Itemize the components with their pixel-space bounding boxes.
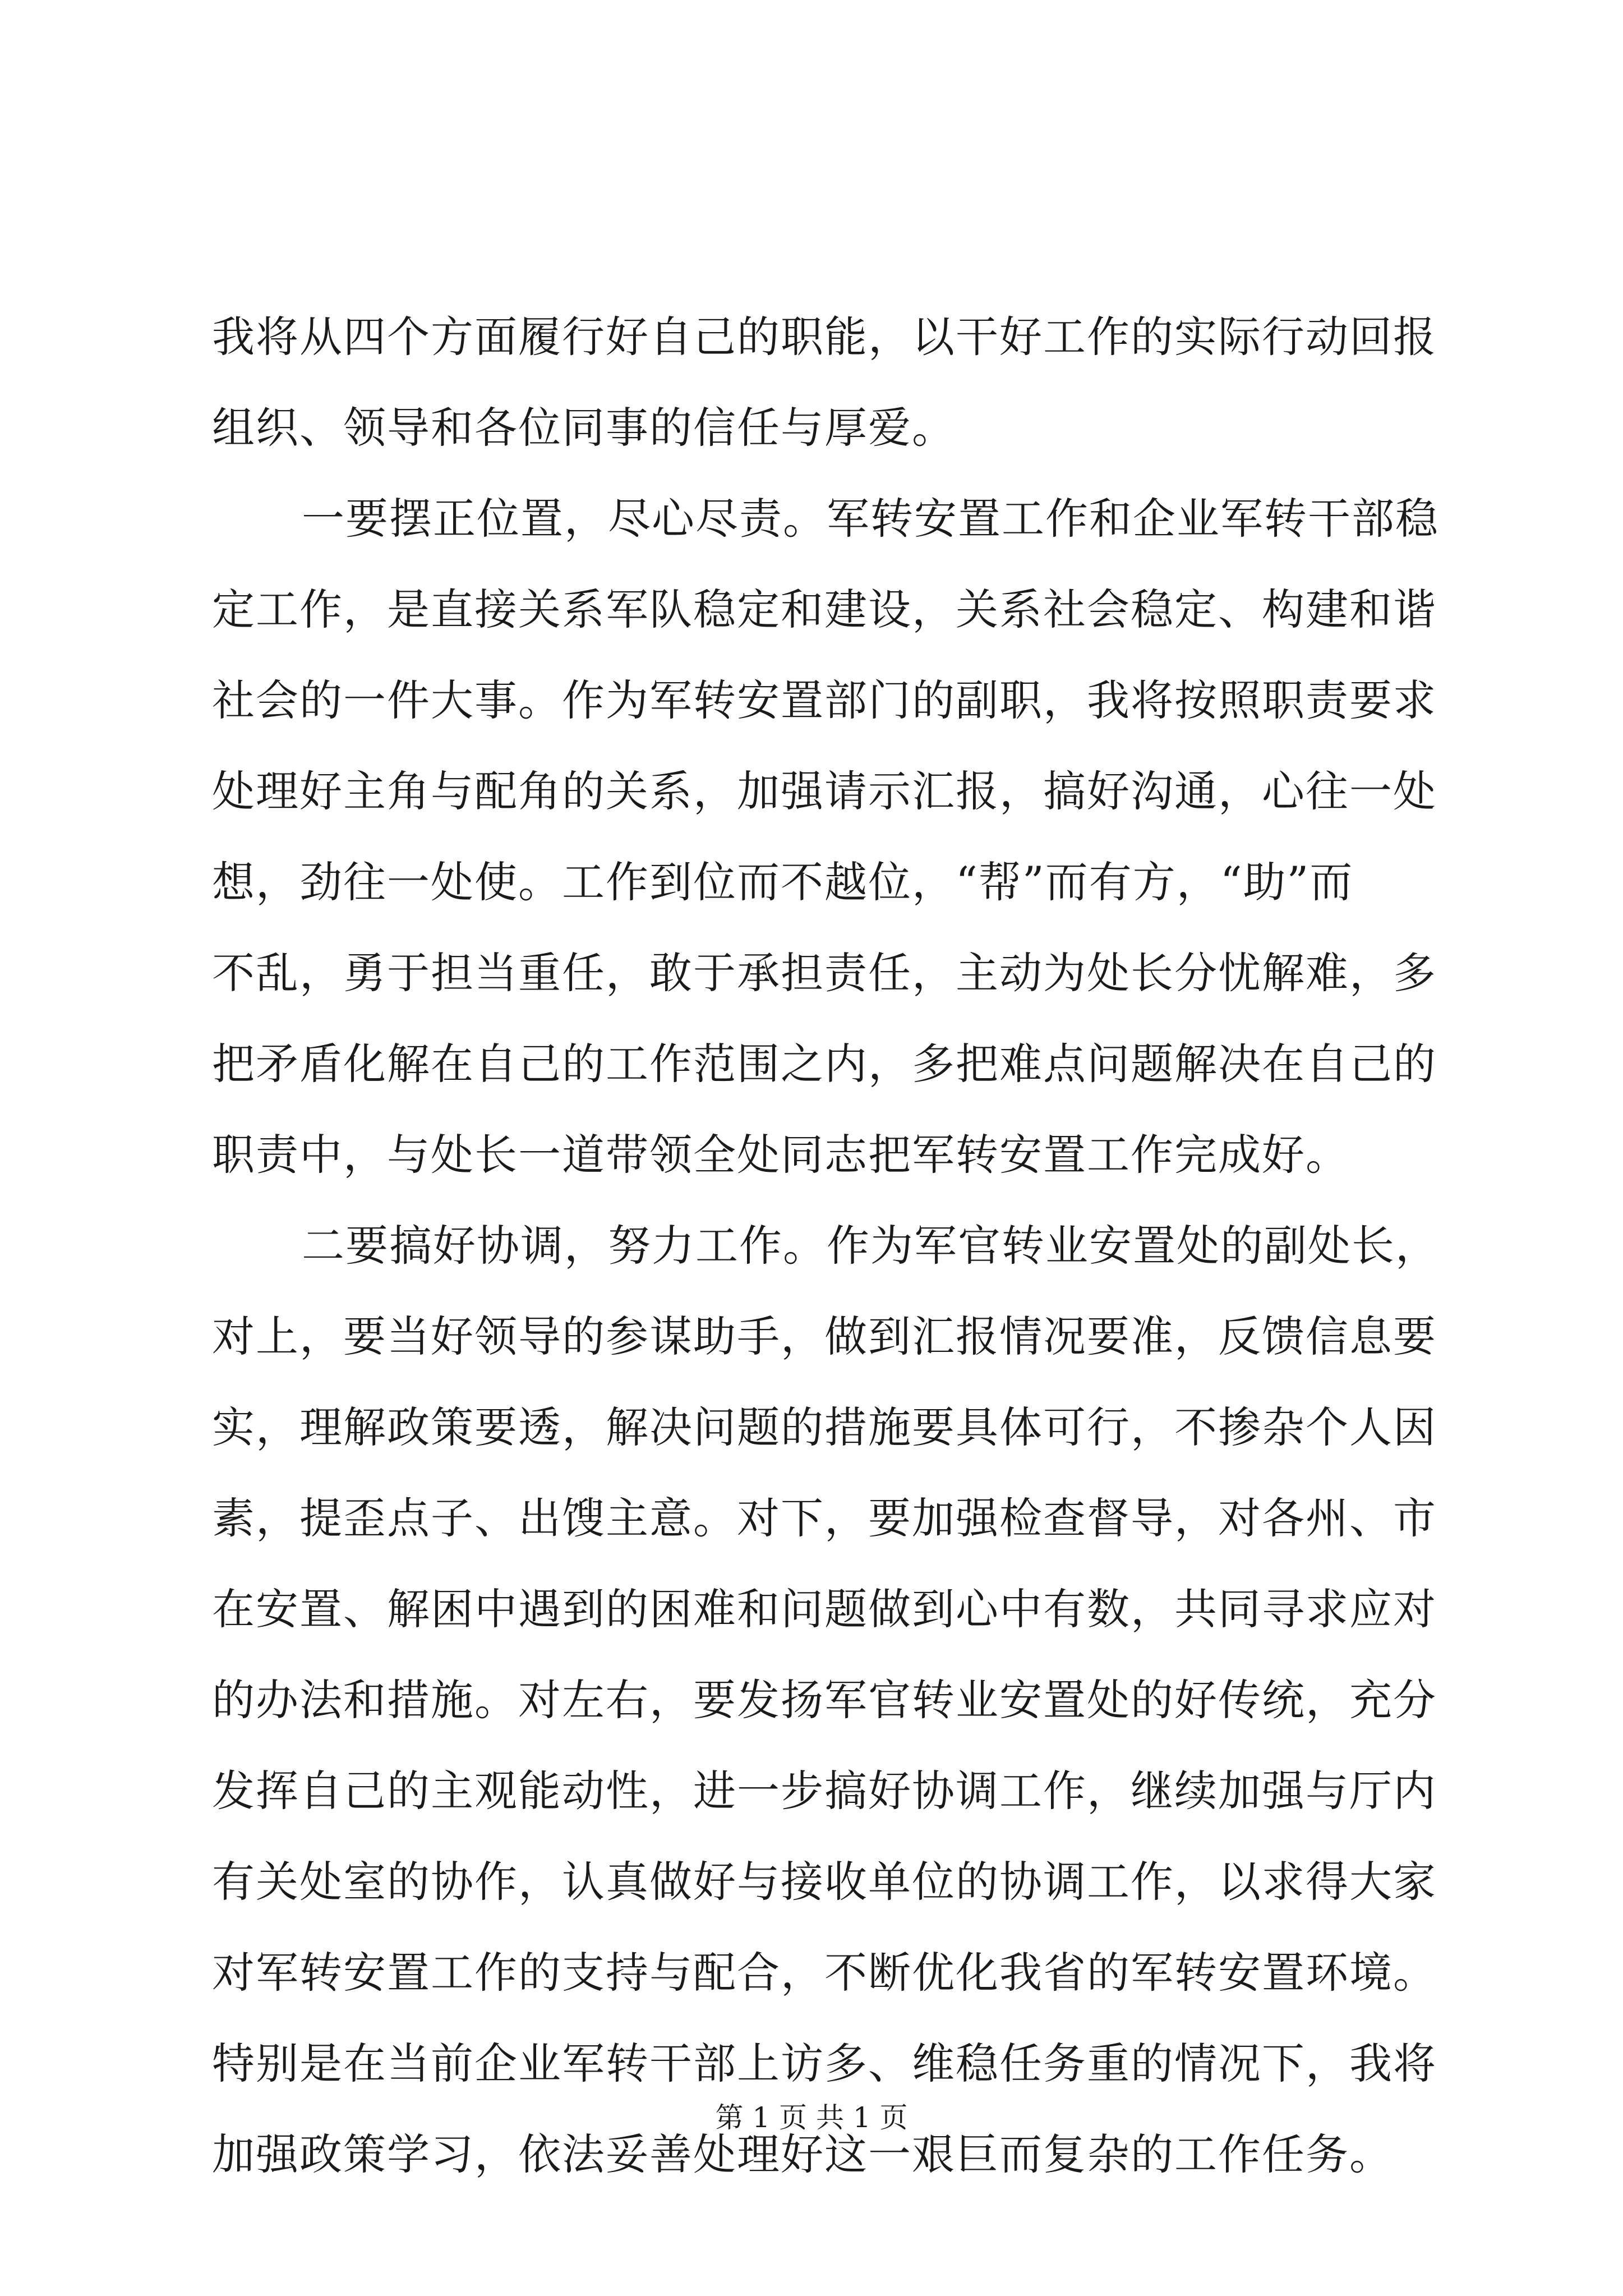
paragraph-line: 实，理解政策要透，解决问题的措施要具体可行，不掺杂个人因 [212,1402,1437,1452]
paragraph-line: 有关处室的协作，认真做好与接收单位的协调工作，以求得大家 [212,1857,1437,1907]
paragraph-line: 二要搞好协调，努力工作。作为军官转业安置处的副处长， [302,1221,1439,1271]
page-footer: 第 1 页 共 1 页 [715,2101,908,2134]
paragraph-line: 素，提歪点子、出馊主意。对下，要加强检查督导，对各州、市 [212,1493,1437,1543]
paragraph-line: 特别是在当前企业军转干部上访多、维稳任务重的情况下，我将 [212,2039,1437,2088]
paragraph-line: 我将从四个方面履行好自己的职能，以干好工作的实际行动回报 [212,312,1437,362]
paragraph-line: 想，劲往一处使。工作到位而不越位，“帮”而有方，“助”而 [212,857,1354,907]
paragraph-line: 职责中，与处长一道带领全处同志把军转安置工作完成好。 [212,1130,1349,1180]
document-body [212,292,1439,2200]
paragraph-line: 在安置、解困中遇到的困难和问题做到心中有数，共同寻求应对 [212,1584,1437,1634]
paragraph-line: 对军转安置工作的支持与配合，不断优化我省的军转安置环境。 [212,1948,1437,1998]
paragraph-line: 组织、领导和各位同事的信任与厚爱。 [212,403,956,453]
paragraph-line: 把矛盾化解在自己的工作范围之内，多把难点问题解决在自己的 [212,1039,1437,1089]
paragraph-line: 一要摆正位置，尽心尽责。军转安置工作和企业军转干部稳 [302,494,1439,544]
paragraph-line: 定工作，是直接关系军队稳定和建设，关系社会稳定、构建和谐 [212,585,1437,634]
paragraph-line: 发挥自己的主观能动性，进一步搞好协调工作，继续加强与厅内 [212,1766,1437,1816]
paragraph-line: 对上，要当好领导的参谋助手，做到汇报情况要准，反馈信息要 [212,1312,1437,1361]
paragraph-line: 社会的一件大事。作为军转安置部门的副职，我将按照职责要求 [212,675,1437,725]
paragraph-line: 的办法和措施。对左右，要发扬军官转业安置处的好传统，充分 [212,1675,1437,1725]
paragraph-line: 处理好主角与配角的关系，加强请示汇报，搞好沟通，心往一处 [212,766,1437,816]
paragraph-line: 不乱，勇于担当重任，敢于承担责任，主动为处长分忧解难，多 [212,948,1437,998]
paragraph-line: 加强政策学习，依法妥善处理好这一艰巨而复杂的工作任务。 [212,2129,1393,2179]
